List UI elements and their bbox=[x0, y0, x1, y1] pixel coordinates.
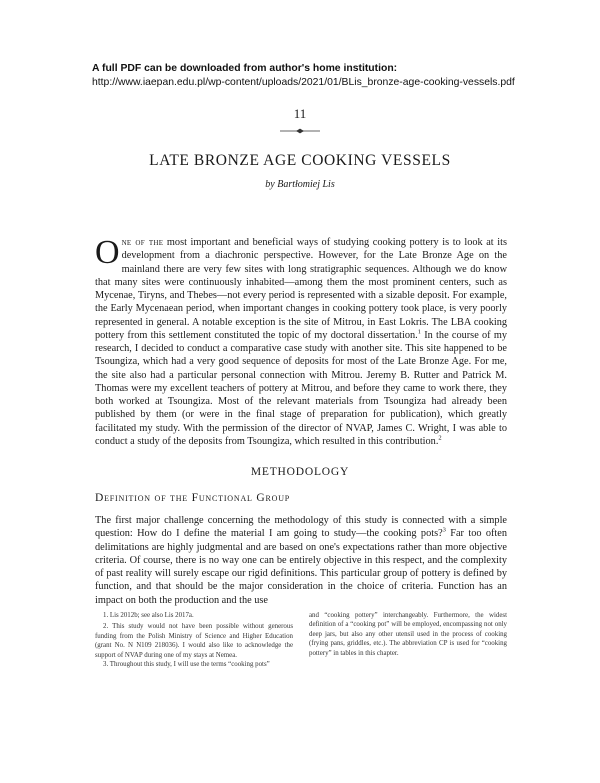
footnote-ref-1[interactable]: 1 bbox=[417, 328, 421, 336]
methodology-text-part2: Far too often delimitations are highly judgmental and are based on one's expectations rather than more objective criteria. Of course, there is no way one can be entirely objective in this respect, and the complexity of past reality will surely escape our rigid definitions. This particular group of pottery is defined by function, and that should be the major consideration in the choice of criteria. Function has an impact on both the production and the use bbox=[95, 528, 507, 606]
intro-text-part1: most important and beneficial ways of studying cooking pottery is to look at its development from a diachronic perspective. However, for the Late Bronze Age on the mainland there are very few sites with long stratigraphic sequences. Although we do know that many sites were continuously inhabited—among them the most prominent centers, such as Mycenae, Tiryns, and Thebes—not every period is represented with a sizable deposit. For example, the Early Mycenaean period, when important changes in cooking pottery took place, is very poorly represented in general. A notable exception is the site of Mitrou, in East Lokris. The LBA cooking pottery from this settlement constituted the topic of my doctoral dissertation. bbox=[95, 237, 507, 341]
chapter-title: LATE BRONZE AGE COOKING VESSELS bbox=[149, 152, 451, 169]
footnote-ref-2[interactable]: 2 bbox=[438, 434, 442, 442]
intro-paragraph bbox=[95, 236, 507, 448]
intro-text-part2: In the course of my research, I decided to conduct a comparative case study with another site. This site happened to be Tsoungiza, which had a very good sequence of deposits for most of the Late Bronze Age. For me, the site also had a particular personal connection with Mitrou. Jeremy B. Rutter and Patrick M. Thomas were my excellent teachers of pottery at Mitrou, and before they came to work there, they both worked at Tsoungiza. Most of the relevant materials from Tsoungiza had already been published by them (or were in the final stage of preparation for publication), which greatly facilitated my study. With the permission of the director of NVAP, James C. Wright, I was able to conduct a study of the deposits from Tsoungiza, which resulted in this contribution. bbox=[95, 329, 507, 447]
methodology-text-part1: The first major challenge concerning the methodology of this study is connected with a simple question: How do I define the material I am going to study—the cooking pots? bbox=[95, 515, 507, 540]
chapter-author: by Bartłomiej Lis bbox=[265, 179, 335, 190]
footnotes-right-column bbox=[309, 611, 507, 669]
footnotes bbox=[95, 611, 507, 669]
download-note-heading: A full PDF can be downloaded from author's home institution: bbox=[92, 63, 398, 74]
download-url-link[interactable]: http://www.iaepan.edu.pl/wp-content/uploads/2021/01/BLis_bronze-age-cooking-vessels.pdf bbox=[92, 77, 515, 88]
section-heading-methodology: METHODOLOGY bbox=[250, 466, 350, 478]
footnote-3-continued: and “cooking pottery” interchangeably. Furthermore, the widest definition of a “cooking pot” will be employed, encompassing not only deep jars, but also any other utensil used in the process of cooking (frying pans, griddles, etc.). The abbreviation CP is used for “cooking pottery” in tables in this chapter. bbox=[309, 612, 507, 657]
methodology-paragraph bbox=[95, 514, 507, 607]
footnote-2: 2. This study would not have been possible without generous funding from the Polish Ministry of Science and Higher Education (grant No. N N109 218036). I would also like to acknowledge the support of NVAP during one of my stays at Nemea. bbox=[95, 623, 293, 659]
download-note bbox=[92, 62, 592, 90]
footnotes-left-column bbox=[95, 611, 293, 669]
intro-small-caps: ne of the bbox=[121, 237, 164, 248]
footnote-1: 1. Lis 2012b; see also Lis 2017a. bbox=[103, 612, 194, 619]
chapter-number: 11 bbox=[293, 106, 307, 121]
footnote-ref-3[interactable]: 3 bbox=[442, 526, 446, 534]
footnote-3: 3. Throughout this study, I will use the terms “cooking pots” bbox=[103, 661, 270, 669]
ornament-divider-icon bbox=[280, 128, 320, 134]
drop-cap: O bbox=[95, 234, 120, 271]
subsection-heading-definition: Definition of the Functional Group bbox=[95, 492, 291, 504]
